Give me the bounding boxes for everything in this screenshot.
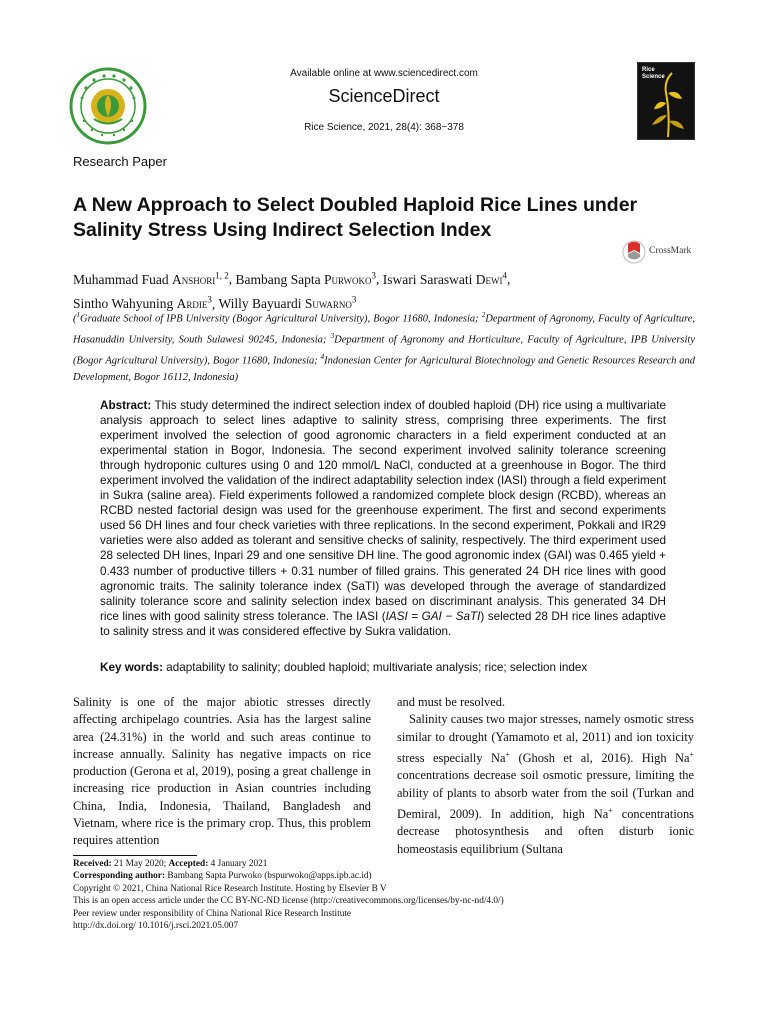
keywords: Key words: adaptability to salinity; doubled haploid; multivariate analysis; rice; selection index — [100, 661, 588, 674]
cover-title: Rice Science — [642, 67, 665, 80]
body-paragraph: and must be resolved. — [397, 695, 506, 709]
author-list: Muhammad Fuad Anshori$^{1, 2}$, Bambang Sapta Purwoko$^3$, Iswari Saraswati Dewi$^4$, Sintho Wahyuning Ardie$^3$, Willy Bayuardi Suwarno$^3$ — [73, 270, 511, 311]
sciencedirect-brand[interactable]: ScienceDirect — [328, 86, 440, 106]
available-online-text: Available online at www.sciencedirect.com — [290, 68, 478, 79]
crossmark-icon — [622, 240, 646, 264]
crossmark-badge[interactable] — [622, 240, 702, 264]
license-line[interactable]: This is an open access article under the CC BY-NC-ND license (http://creativecommons.org/licenses/by-nc-nd/4.0/) — [73, 896, 504, 907]
doi-link[interactable]: http://dx.doi.org/ 10.1016/j.rsci.2021.05.007 — [73, 921, 239, 932]
crossmark-label: CrossMark — [649, 246, 692, 256]
author-name[interactable]: Bambang Sapta Purwoko$^3$ — [235, 270, 377, 287]
body-column-left — [73, 694, 371, 850]
abstract: Abstract: This study determined the indirect selection index of doubled haploid (DH) rice using a multivariate analysis approach to select lines adaptive to salinity stress, comprising three experiments. The first experiment involved the selection of good agronomic characters in a field experiment conducted at an experimental station in Bogor, Indonesia. The second experiment involved salinity tolerance screening through hydroponic cultures using 0 and 120 mmol/L NaCl, conducted at a greenhouse in Bogor. The third experiment involved the validation of the indirect adaptability selection index (IASI) through a field experiment in Sukra (saline area). Field experiments followed a randomized complete block design (RCBD), whereas an RCBD nested factorial design was used for the greenhouse experiment. The first and second experiments used 56 DH lines and four check varieties with three replications. In the second experiment, Pokkali and IR29 varieties were also added as tolerant and sensitive checks of salinity, respectively. The third experiment used 28 selected DH lines, Inpari 29 and one sensitive DH line. The good agronomic index (GAI) was 0.465 yield + 0.433 number of productive tillers + 0.31 number of filled grains. This generated 24 DH rice lines with good agronomic traits. The salinity tolerance index (SaTI) was developed through the average of standardized salinity tolerance score and salinity selection index based on discriminant analysis. This generated 34 DH rice lines with good salinity stress tolerance. The IASI (IASI = GAI − SaTI) selected 28 DH rice lines adaptive to salinity stress and it was considered effective by Sukra validation. — [100, 399, 666, 638]
abstract-label: Abstract: — [100, 399, 152, 412]
journal-cover-image — [637, 62, 695, 140]
received-accepted-dates: Received: 21 May 2020; Accepted: 4 January 2021 — [73, 859, 268, 869]
author-name[interactable]: Iswari Saraswati Dewi$^4$ — [382, 270, 507, 287]
footnote-divider — [73, 855, 197, 856]
author-name[interactable]: Willy Bayuardi Suwarno$^3$ — [218, 294, 357, 311]
footnotes — [73, 858, 695, 932]
copyright-line: Copyright © 2021, China National Rice Research Institute. Hosting by Elsevier B V — [73, 883, 387, 894]
article-type: Research Paper — [73, 154, 167, 169]
peer-review-line: Peer review under responsibility of China National Rice Research Institute — [73, 908, 352, 919]
body-paragraph: Salinity causes two major stresses, namely osmotic stress similar to drought (Yamamoto et al, 2011) and ion toxicity stress especially Na+ (Ghosh et al, 2016). High Na+ concentrations decrease soil osmotic pressure, limiting the ability of plants to absorb water from the soil (Turkan and Demiral, 2009). In addition, high Na+ concentrations decrease photosynthesis and often disturb ionic homeostasis equilibrium (Sultana — [397, 712, 694, 856]
body-column-right — [397, 694, 694, 858]
iasi-formula: IASI = GAI − SaTI — [385, 609, 481, 623]
corresponding-author: Corresponding author: Bambang Sapta Purwoko (bspurwoko@apps.ipb.ac.id) — [73, 871, 372, 882]
author-name[interactable]: Muhammad Fuad Anshori$^{1, 2}$ — [73, 270, 229, 287]
author-name[interactable]: Sintho Wahyuning Ardie$^3$ — [73, 294, 212, 311]
journal-citation: Rice Science, 2021, 28(4): 368−378 — [304, 122, 464, 133]
affiliations: ($^1$Graduate School of IPB University (Bogor Agricultural University), Bogor 11680, Indonesia; $^2$Department of Agronomy, Faculty of Agriculture, Hasanuddin University, South Sulawesi 90245, Indonesia; $^3$Department of Agronomy and Horticulture, Faculty of Agriculture, IPB University (Bogor Agricultural University), Bogor 11680, Indonesia; $^4$Indonesian Center for Agricultural Biotechnology and Genetic Resources Research and Development, Bogor 16112, Indonesia) — [73, 311, 695, 383]
body-paragraph: Salinity is one of the major abiotic stresses directly affecting archipelago countries. Asia has the largest saline area (24.31%) in the world and such areas continue to increase annually. Salinity has negative impacts on rice production (Gerona et al, 2019), posing a great challenge in increasing rice production in Asian countries including China, India, Indonesia, Thailand, Bangladesh and Vietnam, where rice is the primary crop. Thus, this problem requires attention — [73, 695, 371, 848]
article-title: A New Approach to Select Doubled Haploid Rice Lines under Salinity Stress Using Indirect Selection Index — [73, 194, 638, 241]
keywords-label: Key words: — [100, 661, 163, 674]
